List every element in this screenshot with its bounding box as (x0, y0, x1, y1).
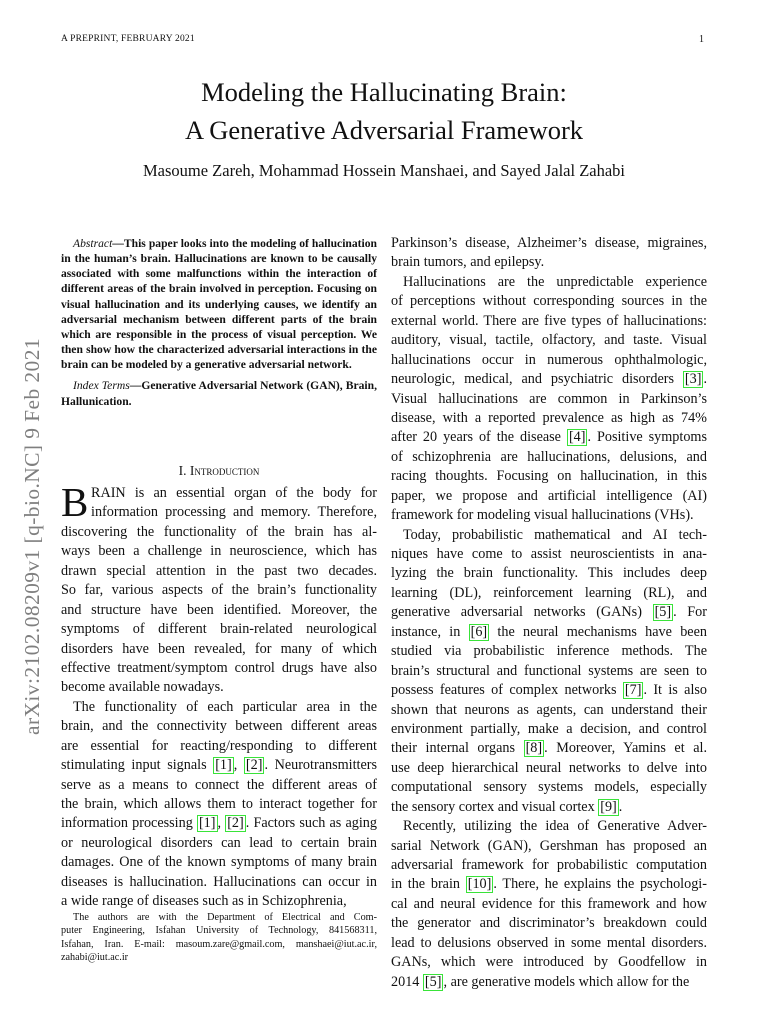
text-line: damages. One of the known symptoms of many brain (61, 854, 377, 871)
citation-link[interactable]: [3] (684, 371, 702, 388)
text-line: of schizophrenia are hallucinations, delusions, and (391, 448, 707, 465)
text-line: generative adversarial networks (GANs) [5] . For (391, 604, 707, 621)
text-line: their internal organs [8] . Moreover, Yamins et al. (391, 740, 707, 757)
text-line: paper, we propose and artificial intelligence (AI) (391, 487, 707, 504)
citation-link[interactable]: [5] (654, 604, 672, 621)
text-line: disease, with a reported prevalence as high as 74% (391, 409, 707, 426)
citation-link[interactable]: [10] (467, 876, 492, 893)
text-line: diseases is hallucination. Hallucinations can occur in (61, 873, 377, 890)
text-line: framework for modeling visual hallucinations (VHs). (391, 507, 694, 524)
intro-paragraph-1 (61, 479, 377, 698)
right-column-body (391, 234, 707, 992)
text-line: use deep hierarchical neural networks to delve into (391, 759, 707, 776)
citation-link[interactable]: [5] (424, 973, 442, 990)
page-number: 1 (699, 34, 704, 45)
section-numeral: I. (178, 463, 187, 478)
running-header: A PREPRINT, FEBRUARY 2021 (61, 34, 195, 44)
footnote-line: zahabi@iut.ac.ir (61, 952, 129, 964)
author-affiliation-footnote (61, 911, 377, 965)
index-terms-label: Index Terms (73, 379, 130, 393)
arxiv-identifier-stamp: arXiv:2102.08209v1 [q-bio.NC] 9 Feb 2021 (20, 338, 44, 735)
ai-techniques-paragraph (391, 526, 707, 818)
text-line: the generator and discriminator’s breakdown could (391, 915, 707, 932)
text-line: auditory, visual, tactile, olfactory, and taste. Visual (391, 332, 707, 349)
text-line: and structure have been identified. Moreover, the (61, 601, 377, 618)
text-line: of perceptions without corresponding sources in the (391, 293, 707, 310)
citation-link[interactable]: [7] (624, 682, 642, 699)
text-line: ways been a challenge in neuroscience, which has (61, 543, 377, 560)
text-line: studied via probabilistic inference methods. The (391, 643, 707, 660)
footnote-line: The authors are with the Department of Electrical and Com- (73, 912, 377, 923)
continued-paragraph (391, 234, 707, 273)
text-line: a wide range of diseases such as in Schizophrenia, (61, 893, 347, 910)
text-line: after 20 years of the disease [4] . Positive symptoms (391, 429, 707, 446)
text-line: niques have come to assist neuroscientists in ana- (391, 546, 707, 562)
citation-link[interactable]: [8] (525, 740, 543, 757)
footnote-line: Isfahan, Iran. E-mail: masoum.zare@gmail.com, manshaei@iut.ac.ir, (61, 938, 377, 950)
text-line: in the brain [10] . There, he explains the psychologi- (391, 876, 707, 893)
abstract-label: Abstract (73, 237, 113, 250)
text-line: learning (DL), reinforcement learning (RL), and (391, 584, 707, 601)
text-line: hallucinations occur in numerous ophthalmologic, (391, 351, 707, 368)
citation-link[interactable]: [6] (470, 623, 488, 640)
text-line: GANs, which were introduced by Goodfellow in (391, 954, 707, 971)
text-line: disorders have been revealed, for many of which (61, 640, 377, 657)
citation-link[interactable]: [4] (568, 429, 586, 446)
drop-cap-letter: B (61, 479, 89, 525)
text-line: neurologic, medical, and psychiatric disorders [3] . (391, 371, 707, 388)
citation-link[interactable]: [1] (198, 815, 216, 832)
text-line: the sensory cortex and visual cortex [9] . (391, 798, 623, 815)
paper-title-line-1: Modeling the Hallucinating Brain: (201, 77, 567, 107)
text-line: cal and neural evidence for this framework and how (391, 895, 707, 912)
text-line: become available nowadays. (61, 679, 224, 696)
text-line: external world. There are five types of hallucinations: (391, 312, 707, 329)
text-line: symptoms of different brain-related neurological (61, 621, 377, 638)
gan-framework-paragraph (391, 817, 707, 992)
text-line: brain, and the connectivity between different areas (61, 718, 377, 735)
left-column-body (61, 479, 378, 912)
text-line: instance, in [6] the neural mechanisms have been (391, 623, 707, 640)
text-line: 2014 [5] , are generative models which allow for the (391, 973, 690, 990)
text-line: Recently, utilizing the idea of Generative Adver- (403, 818, 707, 835)
text-line: The functionality of each particular area in the (73, 698, 377, 715)
section-title: Introduction (189, 463, 260, 478)
text-line: shown that neurons as agents, can understand their (391, 701, 707, 718)
author-list: Masoume Zareh, Mohammad Hossein Manshaei, and Sayed Jalal Zahabi (142, 161, 626, 180)
text-line: drawn special attention in the past two decades. (61, 562, 377, 579)
text-line: Visual hallucinations are common in Parkinson’s (391, 390, 707, 407)
footnote-line: puter Engineering, Isfahan University of Technology, 841568311, (61, 925, 377, 937)
text-line: Hallucinations are the unpredictable experience (403, 273, 707, 290)
paper-title-line-2: A Generative Adversarial Framework (184, 115, 584, 145)
text-line: information processing [1] , [2] . Factors such as aging (61, 815, 377, 832)
citation-link[interactable]: [2] (227, 815, 244, 832)
text-line: effective treatment/symptom control drugs have also (61, 659, 377, 676)
abstract (61, 236, 377, 409)
text-line: sarial Network (GAN), Gershman has proposed an (391, 837, 707, 854)
citation-link[interactable]: [9] (600, 798, 617, 815)
index-terms-text: —Generative Adversarial Network (GAN), Brain, Hallunication. (61, 379, 377, 408)
text-line: the brain, which allows them to interact together for (61, 796, 377, 812)
text-line: lead to delusions observed in some mental disorders. (391, 934, 707, 951)
text-line: Parkinson’s disease, Alzheimer’s disease, migraines, (391, 235, 707, 251)
intro-paragraph-2 (61, 698, 377, 912)
text-line: Today, probabilistic mathematical and AI tech- (403, 526, 707, 543)
text-line: brain’s structural and functional systems are seen to (391, 662, 707, 679)
citation-link[interactable]: [2] (245, 757, 263, 774)
text-line: adversarial framework for probabilistic computation (391, 857, 707, 873)
section-heading-introduction (61, 463, 377, 479)
text-line: stimulating input signals [1] , [2] . Neurotransmitters (61, 757, 378, 774)
text-line: are essential for reacting/responding to different (61, 737, 377, 754)
text-line: discovering the functionality of the brain has al- (61, 523, 377, 540)
text-line: environment partially, make a decision, and control (391, 720, 707, 737)
text-line: brain tumors, and epilepsy. (391, 254, 545, 271)
text-line: possess features of complex networks [7] . It is also (391, 682, 708, 699)
text-line: or neurological disorders can lead to certain brain (61, 834, 377, 851)
text-line: racing thoughts. Focusing on hallucination, in this (391, 468, 707, 485)
citation-link[interactable]: [1] (215, 757, 232, 774)
abstract-text: —This paper looks into the modeling of hallucination in the human’s brain. Hallucinations are known to be causally associated with some malfunctions within the interaction of different areas of the brain involved in perception. Focusing on visual hallucination and its underlying causes, we identify an adversarial mechanism between different parts of the brain which are responsible in the process of visual perception. We then show how the characterized adversarial interactions in the brain can be modeled by a generative adversarial network. (61, 237, 377, 372)
text-line: So far, various aspects of the brain’s functionality (61, 582, 377, 599)
text-line: computational sensory systems models, especially (391, 779, 707, 796)
text-line: serve as a means to connect the different areas of (61, 776, 377, 793)
hallucinations-paragraph (391, 273, 707, 526)
text-line: RAIN is an essential organ of the body for (91, 485, 377, 501)
text-line: lyzing the brain functionality. This includes deep (391, 565, 707, 582)
text-line: information processing and memory. Therefore, (91, 504, 377, 521)
